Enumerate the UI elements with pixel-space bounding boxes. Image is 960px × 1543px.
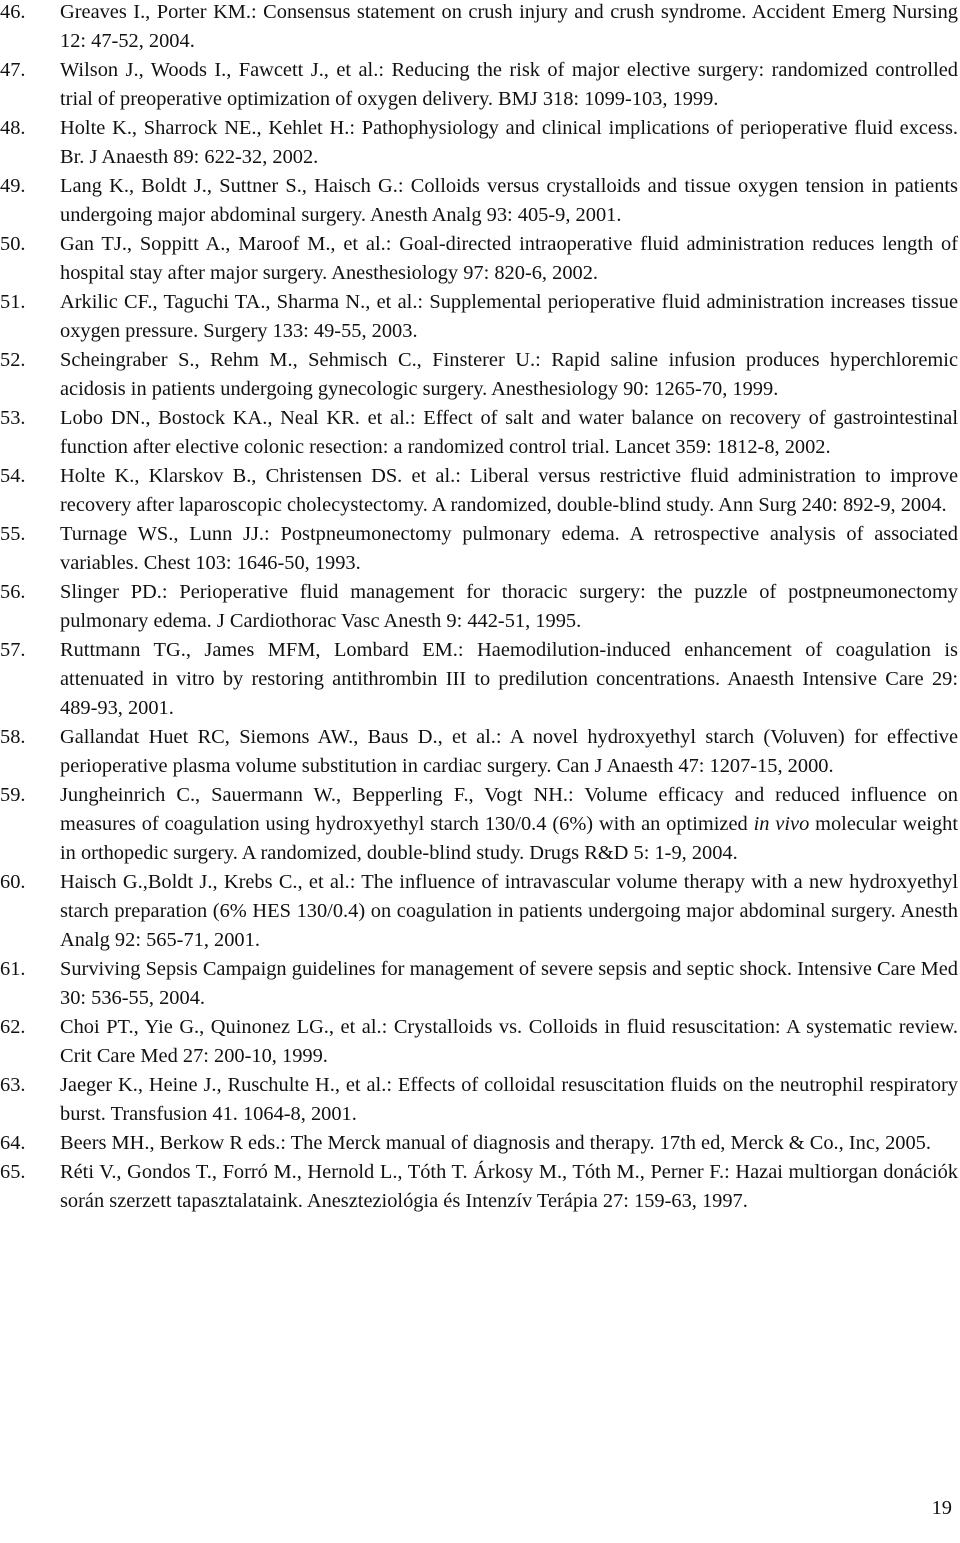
reference-item xyxy=(0,636,958,723)
reference-number: 64. xyxy=(0,1132,26,1154)
reference-text-segment: Lobo DN., Bostock KA., Neal KR. et al.: Effect of salt and water balance on recovery of gastrointestinal function after elective colonic resection: a randomized control trial. Lancet 359: 1812-8, 2002. xyxy=(60,407,958,458)
reference-text xyxy=(60,346,958,404)
reference-text-segment: Slinger PD.: Perioperative fluid management for thoracic surgery: the puzzle of postpneumonectomy pulmonary edema. J Cardiothorac Vasc Anesth 9: 442-51, 1995. xyxy=(60,581,958,632)
reference-text xyxy=(60,520,958,578)
reference-text-segment: Surviving Sepsis Campaign guidelines for management of severe sepsis and septic shock. Intensive Care Med 30: 536-55, 2004. xyxy=(60,958,958,1009)
reference-number: 52. xyxy=(0,349,26,371)
reference-text-segment: Ruttmann TG., James MFM, Lombard EM.: Haemodilution-induced enhancement of coagulation is attenuated in vitro by restoring antithrombin III to predilution concentrations. Anaesth Intensive Care 29: 489-93, 2001. xyxy=(60,639,958,719)
reference-item xyxy=(0,781,958,868)
reference-text xyxy=(60,723,958,781)
reference-number: 48. xyxy=(0,117,26,139)
reference-number: 51. xyxy=(0,291,26,313)
reference-item xyxy=(0,288,958,346)
reference-text-segment: Holte K., Klarskov B., Christensen DS. et al.: Liberal versus restrictive fluid administration to improve recovery after laparoscopic cholecystectomy. A randomized, double-blind study. Ann Surg 240: 892-9, 2004. xyxy=(60,465,958,516)
reference-item xyxy=(0,114,958,172)
reference-number: 60. xyxy=(0,871,26,893)
reference-number: 47. xyxy=(0,59,26,81)
reference-number: 63. xyxy=(0,1074,26,1096)
reference-number: 61. xyxy=(0,958,26,980)
reference-text xyxy=(60,172,958,230)
reference-number: 50. xyxy=(0,233,26,255)
reference-text-segment: Turnage WS., Lunn JJ.: Postpneumonectomy pulmonary edema. A retrospective analysis of associated variables. Chest 103: 1646-50, 1993. xyxy=(60,523,958,574)
reference-item xyxy=(0,1071,958,1129)
reference-text-segment: Wilson J., Woods I., Fawcett J., et al.: Reducing the risk of major elective surgery: randomized controlled trial of preoperative optimization of oxygen delivery. BMJ 318: 1099-103, 1999. xyxy=(60,59,958,110)
reference-text xyxy=(60,288,958,346)
reference-text-segment: Gallandat Huet RC, Siemons AW., Baus D., et al.: A novel hydroxyethyl starch (Voluven) for effective perioperative plasma volume substitution in cardiac surgery. Can J Anaesth 47: 1207-15, 2000. xyxy=(60,726,958,777)
reference-item xyxy=(0,172,958,230)
reference-text xyxy=(60,1071,958,1129)
reference-text xyxy=(60,462,958,520)
reference-number: 62. xyxy=(0,1016,26,1038)
reference-text-segment: Jungheinrich C., Sauermann W., Bepperling F., Vogt NH.: Volume efficacy and reduced influence on measures of coagulation using hydroxyethyl starch 130/0.4 (6%) with an optimized xyxy=(60,784,958,835)
reference-text-segment: Réti V., Gondos T., Forró M., Hernold L., Tóth T. Árkosy M., Tóth M., Perner F.: Hazai multiorgan donációk során szerzett tapasztalataink. Aneszteziológia és Intenzív Terápia 27: 159-63, 1997. xyxy=(60,1161,958,1212)
reference-item xyxy=(0,1129,958,1158)
reference-text-segment: Holte K., Sharrock NE., Kehlet H.: Pathophysiology and clinical implications of perioperative fluid excess. Br. J Anaesth 89: 622-32, 2002. xyxy=(60,117,958,168)
reference-text xyxy=(60,56,958,114)
reference-text-segment: Arkilic CF., Taguchi TA., Sharma N., et al.: Supplemental perioperative fluid administration increases tissue oxygen pressure. Surgery 133: 49-55, 2003. xyxy=(60,291,958,342)
reference-item xyxy=(0,520,958,578)
reference-text xyxy=(60,404,958,462)
reference-number: 53. xyxy=(0,407,26,429)
reference-text xyxy=(60,781,958,868)
reference-item xyxy=(0,1158,958,1216)
reference-text xyxy=(60,955,958,1013)
page-number: 19 xyxy=(931,1497,952,1519)
reference-text-segment: Beers MH., Berkow R eds.: The Merck manual of diagnosis and therapy. 17th ed, Merck & Co., Inc, 2005. xyxy=(60,1132,931,1154)
reference-text xyxy=(60,1158,958,1216)
reference-text xyxy=(60,1013,958,1071)
reference-number: 56. xyxy=(0,581,26,603)
reference-item xyxy=(0,404,958,462)
reference-text xyxy=(60,636,958,723)
reference-text-segment: Scheingraber S., Rehm M., Sehmisch C., Finsterer U.: Rapid saline infusion produces hyperchloremic acidosis in patients undergoing gynecologic surgery. Anesthesiology 90: 1265-70, 1999. xyxy=(60,349,958,400)
reference-item xyxy=(0,56,958,114)
reference-item xyxy=(0,723,958,781)
reference-number: 58. xyxy=(0,726,26,748)
reference-number: 49. xyxy=(0,175,26,197)
reference-text-segment: Gan TJ., Soppitt A., Maroof M., et al.: Goal-directed intraoperative fluid administration reduces length of hospital stay after major surgery. Anesthesiology 97: 820-6, 2002. xyxy=(60,233,958,284)
reference-item xyxy=(0,230,958,288)
reference-text xyxy=(60,0,958,56)
reference-number: 46. xyxy=(0,1,26,23)
reference-number: 59. xyxy=(0,784,26,806)
reference-text-segment: Jaeger K., Heine J., Ruschulte H., et al.: Effects of colloidal resuscitation fluids on the neutrophil respiratory burst. Transfusion 41. 1064-8, 2001. xyxy=(60,1074,958,1125)
reference-text xyxy=(60,868,958,955)
reference-italic-segment: in vivo xyxy=(753,813,810,835)
reference-number: 57. xyxy=(0,639,26,661)
reference-text-segment: Lang K., Boldt J., Suttner S., Haisch G.: Colloids versus crystalloids and tissue oxygen tension in patients undergoing major abdominal surgery. Anesth Analg 93: 405-9, 2001. xyxy=(60,175,958,226)
reference-item xyxy=(0,578,958,636)
reference-text xyxy=(60,1129,958,1158)
reference-number: 55. xyxy=(0,523,26,545)
reference-text-segment: Haisch G.,Boldt J., Krebs C., et al.: The influence of intravascular volume therapy with a new hydroxyethyl starch preparation (6% HES 130/0.4) on coagulation in patients undergoing major abdominal surgery. Anesth Analg 92: 565-71, 2001. xyxy=(60,871,958,951)
reference-item xyxy=(0,955,958,1013)
reference-text xyxy=(60,114,958,172)
reference-text-segment: Choi PT., Yie G., Quinonez LG., et al.: Crystalloids vs. Colloids in fluid resuscitation: A systematic review. Crit Care Med 27: 200-10, 1999. xyxy=(60,1016,958,1067)
reference-item xyxy=(0,1013,958,1071)
reference-text-segment: molecular weight in orthopedic surgery. A randomized, double-blind study. Drugs R&D 5: 1-9, 2004. xyxy=(60,813,959,864)
reference-number: 65. xyxy=(0,1161,26,1183)
reference-text xyxy=(60,230,958,288)
reference-item xyxy=(0,462,958,520)
reference-text xyxy=(60,578,958,636)
reference-text-segment: Greaves I., Porter KM.: Consensus statement on crush injury and crush syndrome. Accident Emerg Nursing 12: 47-52, 2004. xyxy=(60,1,958,52)
reference-item xyxy=(0,868,958,955)
reference-number: 54. xyxy=(0,465,26,487)
reference-item xyxy=(0,346,958,404)
reference-item xyxy=(0,0,958,56)
